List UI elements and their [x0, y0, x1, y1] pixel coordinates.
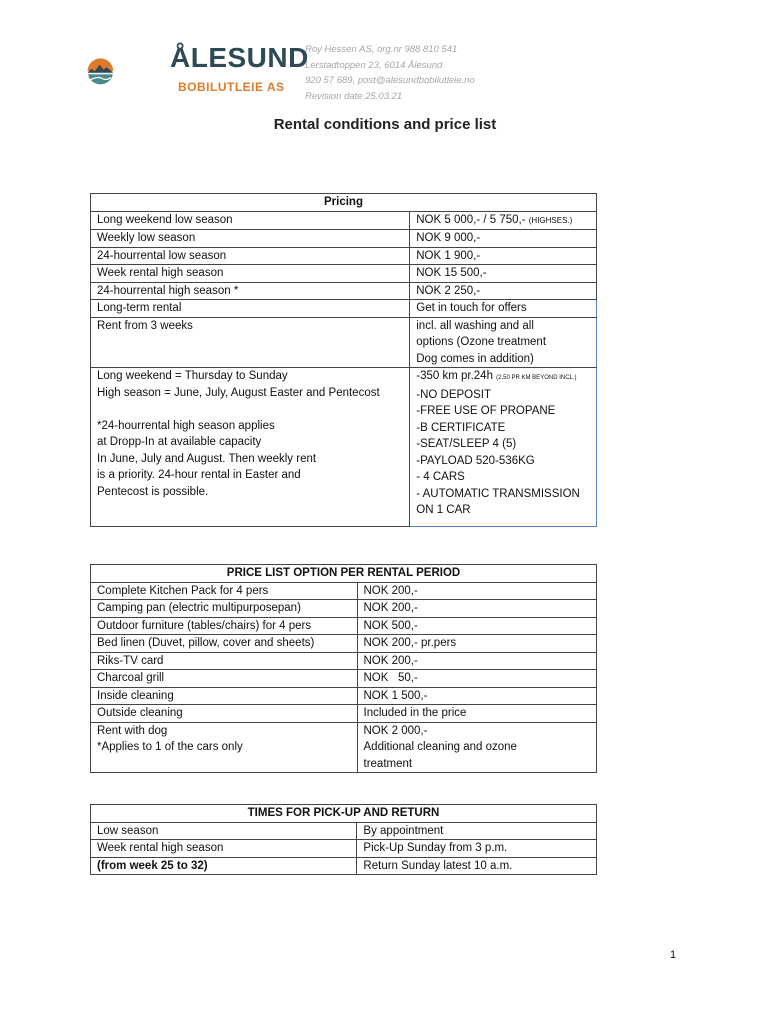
- row-label: Complete Kitchen Pack for 4 pers: [91, 582, 358, 600]
- row-value: NOK 1 500,-: [357, 687, 597, 705]
- table-row: [91, 247, 597, 265]
- row-label: Long-term rental: [91, 300, 410, 318]
- row-value: NOK 200,-: [357, 652, 597, 670]
- row-value: NOK 9 000,-: [410, 230, 597, 248]
- table-row: [91, 670, 597, 688]
- table-row: [91, 211, 597, 230]
- info-line: Roy Hessen AS, org.nr 988 810 541: [305, 44, 458, 55]
- table-row: [91, 687, 597, 705]
- value-line: NOK 2 000,-: [363, 724, 428, 737]
- label-line: Rent with dog: [97, 724, 168, 737]
- row-label: Week rental high season: [91, 840, 357, 858]
- table-row: [91, 230, 597, 248]
- note-line: High season = June, July, August Easter and Pentecost: [97, 386, 380, 399]
- note-line: -B CERTIFICATE: [416, 421, 506, 434]
- row-value: NOK 50,-: [357, 670, 597, 688]
- value-line: Dog comes in addition): [416, 352, 534, 365]
- row-label: Riks-TV card: [91, 652, 358, 670]
- pricing-table: [90, 193, 597, 527]
- note-line: [97, 401, 403, 418]
- label-line: *Applies to 1 of the cars only: [97, 741, 243, 753]
- row-label: Camping pan (electric multipurposepan): [91, 600, 358, 618]
- row-label: Rent from 3 weeks: [91, 317, 410, 368]
- row-value: NOK 500,-: [357, 617, 597, 635]
- row-label: Week rental high season: [91, 265, 410, 283]
- times-table: [90, 804, 597, 875]
- value-line: Additional cleaning and ozone: [363, 741, 517, 753]
- row-value: NOK 1 900,-: [410, 247, 597, 265]
- row-label: Weekly low season: [91, 230, 410, 248]
- note-line: ON 1 CAR: [416, 504, 471, 516]
- note-line: In June, July and August. Then weekly rent: [97, 452, 317, 465]
- notes-left: [91, 368, 410, 527]
- note-line: -SEAT/SLEEP 4 (5): [416, 438, 517, 450]
- options-table: [90, 564, 597, 773]
- mileage-text: -350 km pr.24h: [416, 370, 493, 382]
- document-title: Rental conditions and price list: [273, 116, 497, 133]
- info-line: 920 57 689, post@alesundbobilutleie.no: [305, 75, 475, 86]
- row-label: Outdoor furniture (tables/chairs) for 4 pers: [91, 617, 358, 635]
- table-row: [91, 840, 597, 858]
- table-row: [91, 265, 597, 283]
- value-line: incl. all washing and all: [416, 319, 534, 332]
- note-line: -NO DEPOSIT: [416, 388, 492, 401]
- table-row: [91, 600, 597, 618]
- value-line: treatment: [363, 757, 413, 770]
- note-line: - AUTOMATIC TRANSMISSION: [416, 487, 580, 500]
- row-label: [91, 722, 358, 773]
- table-row: [91, 282, 597, 300]
- note-line: -FREE USE OF PROPANE: [416, 405, 556, 417]
- note-line: - 4 CARS: [416, 471, 465, 483]
- row-value: By appointment: [357, 822, 597, 840]
- row-value: [357, 722, 597, 773]
- info-line: Revision date 25.03.21: [305, 90, 403, 102]
- row-value: [410, 317, 597, 368]
- row-label: Outside cleaning: [91, 705, 358, 723]
- row-label: Charcoal grill: [91, 670, 358, 688]
- row-value: Return Sunday latest 10 a.m.: [357, 857, 597, 875]
- company-info: [305, 42, 475, 104]
- value-line: options (Ozone treatment: [416, 336, 547, 348]
- note-line: Long weekend = Thursday to Sunday: [97, 370, 288, 382]
- info-line: Lerstadtoppen 23, 6014 Ålesund: [305, 59, 443, 71]
- mileage-note: (2,50 PR KM BEYOND INCL.): [496, 375, 577, 381]
- row-value: NOK 200,-: [357, 600, 597, 618]
- pricing-heading: Pricing: [91, 194, 597, 212]
- table-row: [91, 635, 597, 653]
- options-heading: PRICE LIST OPTION PER RENTAL PERIOD: [91, 565, 597, 583]
- row-value: Get in touch for offers: [410, 300, 597, 318]
- logo-subtitle: BOBILUTLEIE AS: [178, 80, 285, 94]
- table-row: [91, 857, 597, 875]
- note-line: -PAYLOAD 520-536KG: [416, 454, 535, 467]
- logo-title: ÅLESUND: [170, 42, 309, 73]
- note-line: *24-hourrental high season applies: [97, 419, 275, 432]
- row-label: 24-hourrental high season *: [91, 282, 410, 300]
- table-row: [91, 617, 597, 635]
- table-row: [91, 652, 597, 670]
- row-label: 24-hourrental low season: [91, 247, 410, 265]
- price-value: NOK 5 000,- / 5 750,-: [416, 213, 526, 226]
- row-value: [410, 211, 597, 230]
- row-value: NOK 15 500,-: [410, 265, 597, 283]
- note-line: is a priority. 24-hour rental in Easter and: [97, 469, 301, 481]
- row-label: Bed linen (Duvet, pillow, cover and sheets): [91, 635, 358, 653]
- times-heading: TIMES FOR PICK-UP AND RETURN: [91, 805, 597, 823]
- note-line: at Dropp-In at available capacity: [97, 436, 262, 448]
- table-row: [91, 582, 597, 600]
- row-value: NOK 200,-: [357, 582, 597, 600]
- price-note: (HIGHSES.): [528, 215, 573, 225]
- row-label: Low season: [91, 822, 357, 840]
- row-label: (from week 25 to 32): [91, 857, 357, 875]
- row-value: NOK 200,- pr.pers: [357, 635, 597, 653]
- notes-right: [410, 368, 597, 527]
- row-label: Long weekend low season: [91, 211, 410, 230]
- table-row: [91, 300, 597, 318]
- table-row: [91, 705, 597, 723]
- row-label: Inside cleaning: [91, 687, 358, 705]
- row-value: NOK 2 250,-: [410, 282, 597, 300]
- table-row: [91, 822, 597, 840]
- row-value: Included in the price: [357, 705, 597, 723]
- company-logo: [86, 38, 166, 106]
- table-row: [91, 368, 597, 527]
- note-line: Pentecost is possible.: [97, 485, 209, 498]
- table-row: [91, 722, 597, 773]
- row-value: Pick-Up Sunday from 3 p.m.: [357, 840, 597, 858]
- page-number: 1: [670, 949, 677, 961]
- note-line: [416, 368, 590, 387]
- table-row: [91, 317, 597, 368]
